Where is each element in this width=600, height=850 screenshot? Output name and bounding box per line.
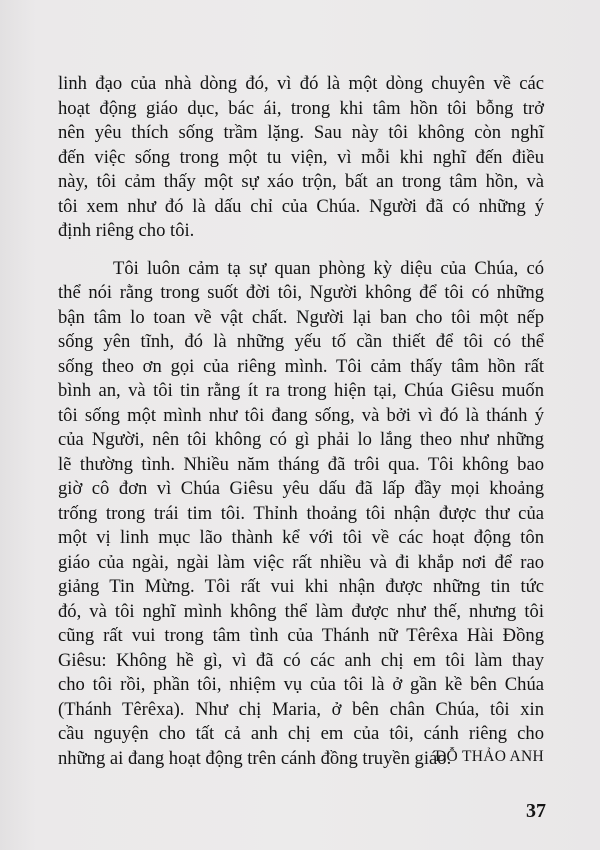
text-line: (Thánh Têrêxa). Như chị Maria, ở bên chân Chúa, tôi xin bbox=[58, 698, 544, 720]
text-line: tôi xem như đó là dấu chỉ của Chúa. Người đã có những ý bbox=[58, 195, 544, 217]
text-line: một vị linh mục lão thành kể với tôi về các hoạt động tôn bbox=[58, 527, 544, 548]
text-line: giờ cô đơn vì Chúa Giêsu yêu dấu đã lấp đầy mọi khoảng bbox=[58, 478, 544, 499]
text-line: hoạt động giáo dục, bác ái, trong khi tâm hồn tôi bỗng trở bbox=[58, 97, 544, 119]
page-number: 37 bbox=[526, 800, 546, 822]
text-line: lẽ thường tình. Nhiều năm tháng đã trôi qua. Tôi không bao bbox=[58, 453, 544, 475]
text-line: sống yên tĩnh, đó là những yếu tố cần thiết để tôi có thể bbox=[58, 331, 544, 352]
paragraph-gap bbox=[58, 244, 544, 257]
text-line: tôi sống một mình như tôi đang sống, và bởi vì đó là thánh ý bbox=[58, 404, 544, 426]
text-line: Tôi luôn cảm tạ sự quan phòng kỳ diệu của Chúa, có bbox=[113, 257, 544, 279]
text-line: định riêng cho tôi. bbox=[58, 220, 195, 241]
paragraph-2 bbox=[58, 257, 544, 772]
text-line: này, tôi cảm thấy một sự xáo trộn, bất an trong tâm hồn, và bbox=[58, 171, 544, 192]
text-line: giáo của ngài, ngài làm việc rất nhiều và đi khắp nơi để rao bbox=[58, 551, 544, 573]
text-line: Giêsu: Không hề gì, vì đã có các anh chị em tôi làm thay bbox=[58, 649, 544, 671]
text-line: trống trong trái tim tôi. Thỉnh thoảng tôi nhận được thư của bbox=[58, 502, 544, 524]
text-line: những ai đang hoạt động trên cánh đồng truyền giáo. bbox=[58, 747, 452, 769]
text-line: đó, và tôi nghĩ mình không thể làm được như thế, nhưng tôi bbox=[58, 600, 544, 622]
text-line: giảng Tin Mừng. Tôi rất vui khi nhận được những tin tức bbox=[58, 576, 544, 597]
text-line: của Người, nên tôi không có gì phải lo lắng theo như những bbox=[58, 429, 544, 450]
text-line: nên yêu thích sống trầm lặng. Sau này tôi không còn nghĩ bbox=[58, 122, 544, 143]
text-line: thể nói rằng trong suốt đời tôi, Người không để tôi có những bbox=[58, 282, 544, 303]
author-signature: ĐỖ THẢO ANH bbox=[435, 748, 544, 765]
paragraph-1 bbox=[58, 72, 544, 244]
text-line: bận tâm lo toan về vật chất. Người lại ban cho tôi một nếp bbox=[58, 306, 544, 328]
text-line: cũng rất vui trong tâm tình của Thánh nữ Têrêxa Hài Đồng bbox=[58, 625, 544, 646]
text-line: bình an, và tôi tin rằng ít ra trong hiện tại, Chúa Giêsu muốn bbox=[58, 380, 544, 401]
text-line: sống theo ơn gọi của riêng mình. Tôi cảm thấy tâm hồn rất bbox=[58, 355, 544, 377]
body-text bbox=[58, 72, 544, 771]
text-line: đến việc sống trong một tu viện, vì mỗi khi nghĩ đến điều bbox=[58, 146, 544, 168]
text-line: cầu nguyện cho tất cả anh chị em của tôi, cánh riêng cho bbox=[58, 723, 544, 744]
text-line: linh đạo của nhà dòng đó, vì đó là một dòng chuyên về các bbox=[58, 73, 544, 94]
text-line: cho tôi rồi, phần tôi, nhiệm vụ của tôi là ở gần kề bên Chúa bbox=[58, 674, 544, 695]
